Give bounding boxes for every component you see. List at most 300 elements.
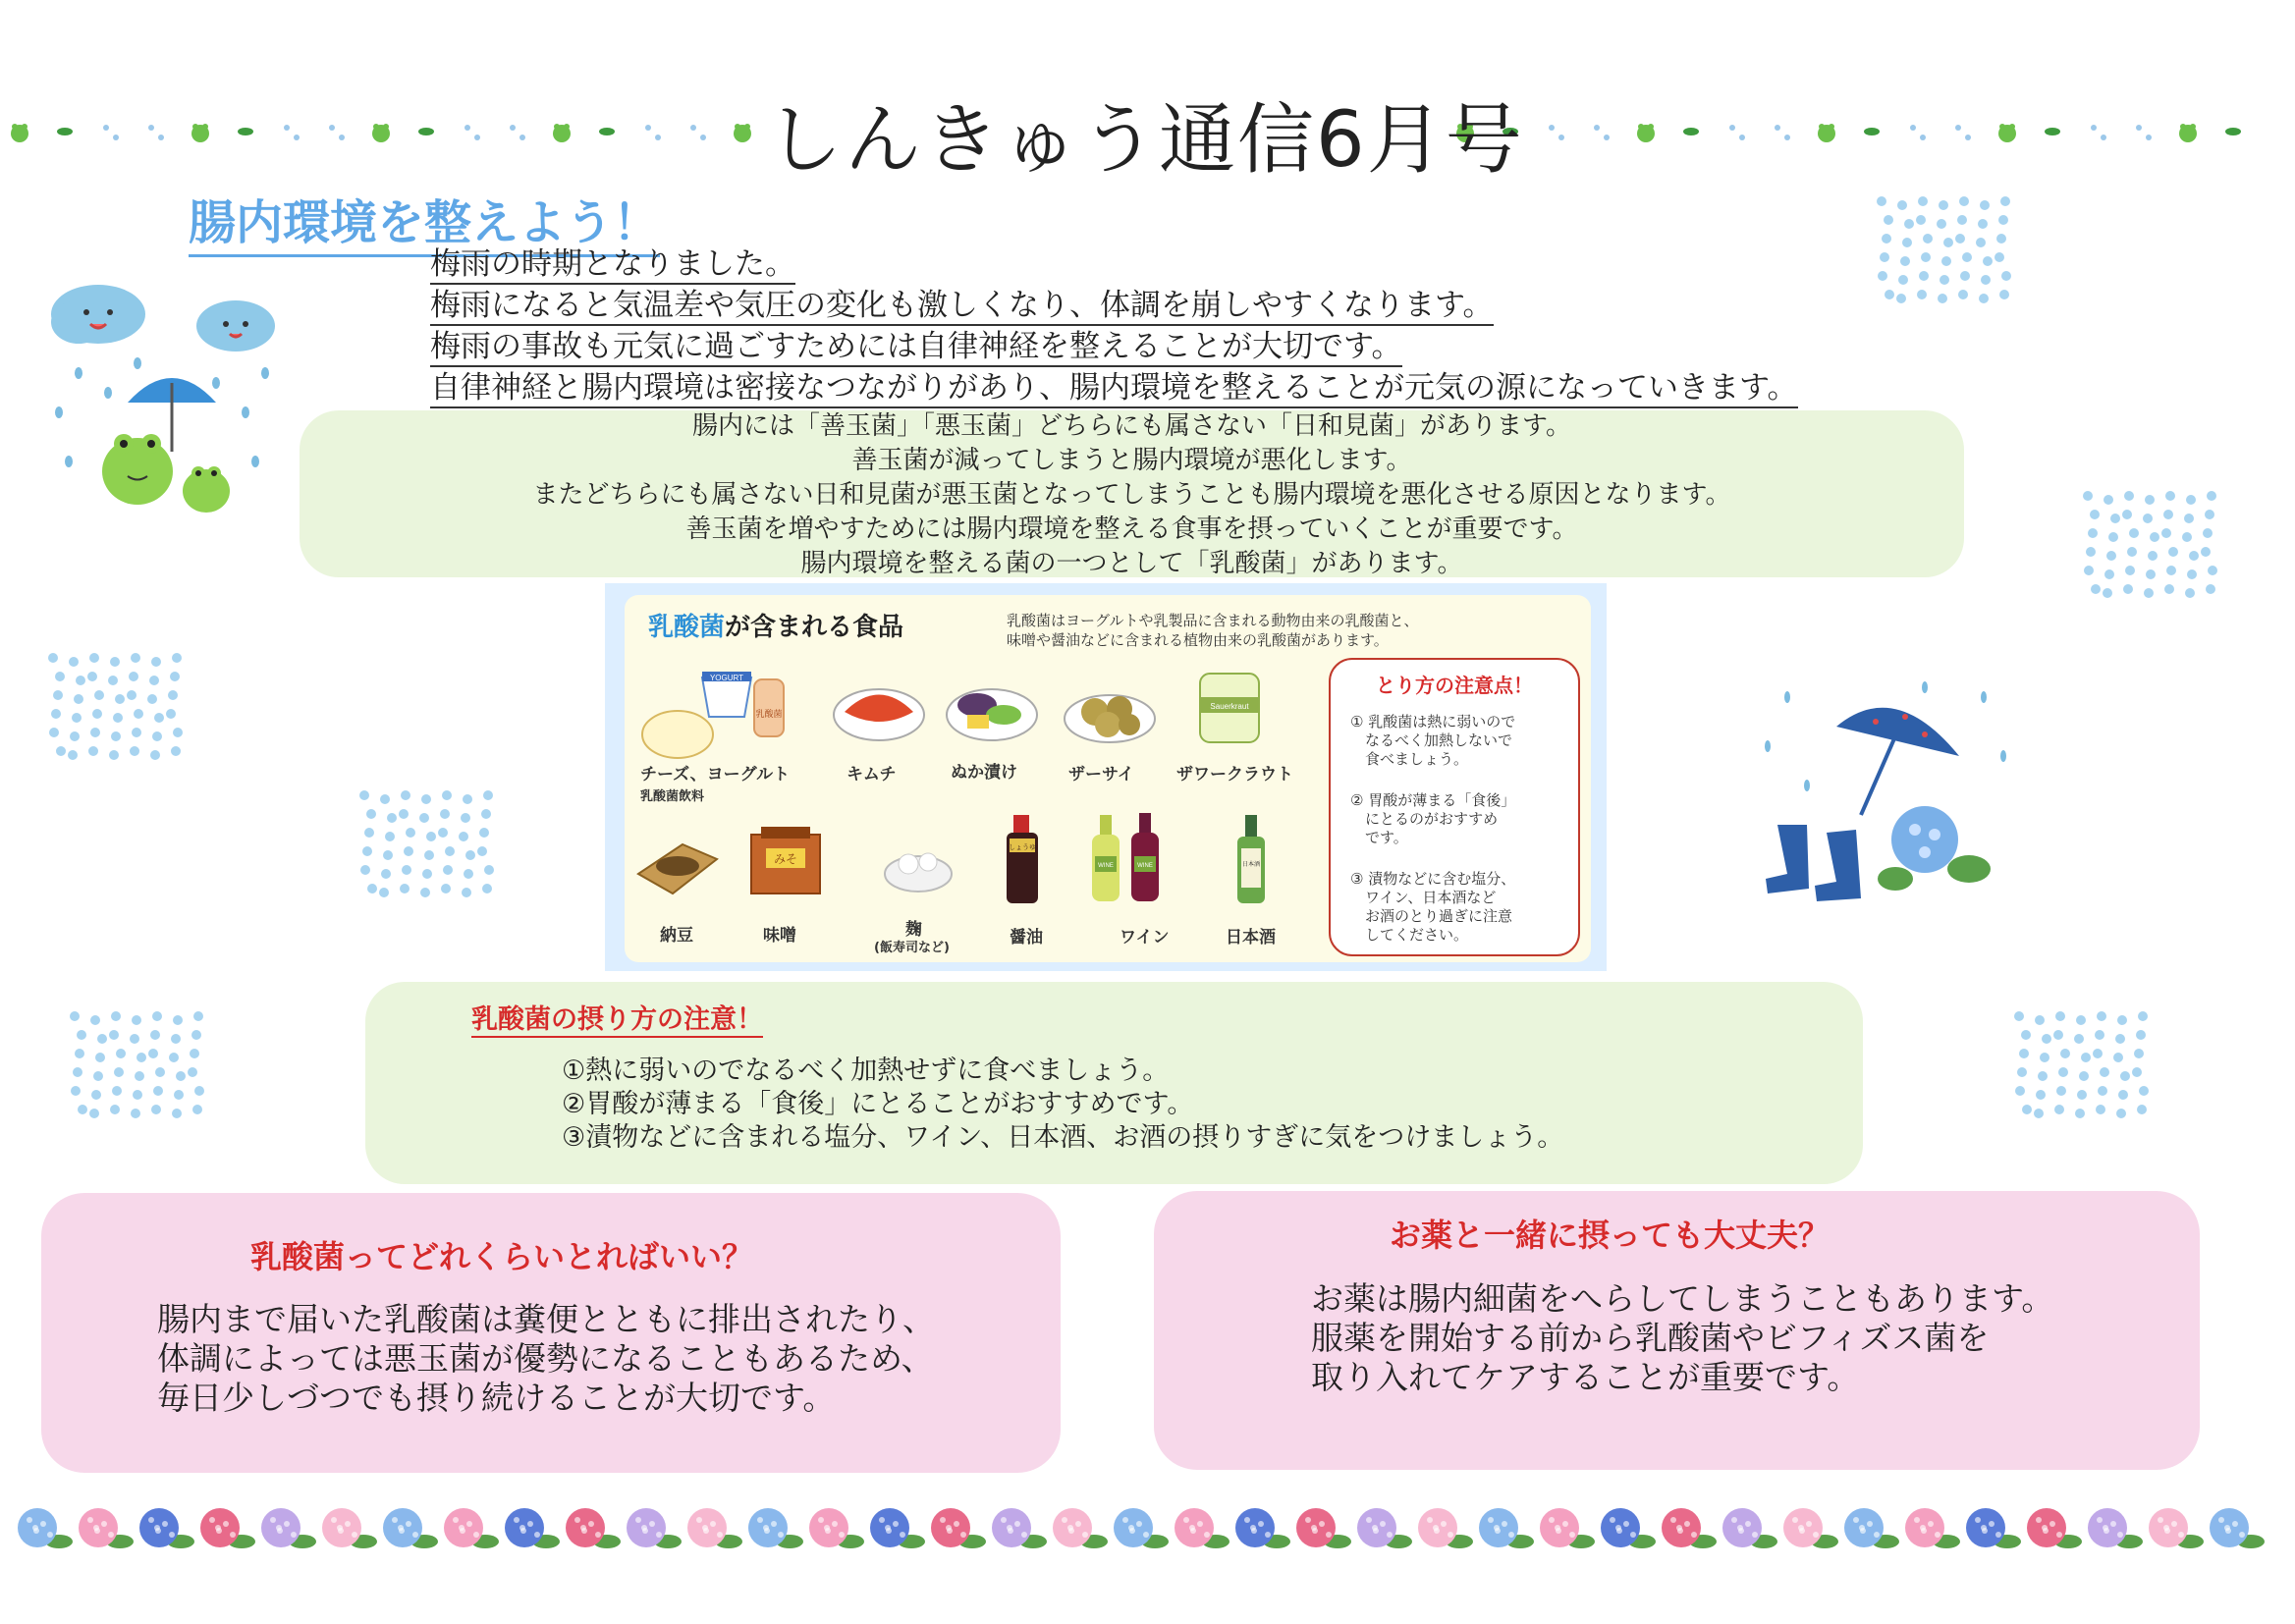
raindrop-icon xyxy=(192,1105,202,1114)
sauerkraut-icon xyxy=(1200,674,1259,742)
raindrop-icon xyxy=(2104,569,2114,579)
raindrop-icon xyxy=(1996,234,2006,244)
intro-line: 梅雨の事故も元気に過ごすためには自律神経を整えることが大切です。 xyxy=(430,321,1402,367)
raindrop-icon xyxy=(700,135,706,140)
raindrop-icon xyxy=(48,653,58,663)
raindrop-icon xyxy=(2017,1067,2027,1077)
raindrop-icon xyxy=(2015,1086,2025,1096)
raindrop-icon xyxy=(1955,234,1965,244)
raindrop-icon xyxy=(2019,1049,2029,1058)
hydrangea-icon xyxy=(1722,1508,1777,1548)
raindrop-icon xyxy=(90,728,100,737)
cloud-icon xyxy=(196,300,275,352)
caution-item: ② 胃酸が薄まる「食後」 にとるのがおすすめ です。 xyxy=(1350,791,1516,846)
natto-icon xyxy=(638,844,717,893)
raindrop-icon xyxy=(2139,1086,2149,1096)
raindrop-icon xyxy=(2120,1071,2130,1081)
zhacai-icon xyxy=(1065,695,1155,742)
hydrangea-icon xyxy=(748,1508,803,1548)
intro-line: 梅雨になると気温差や気圧の変化も激しくなり、体調を崩しやすくなります。 xyxy=(430,280,1494,326)
raindrop-icon xyxy=(1958,290,1968,299)
raindrop-icon xyxy=(419,813,429,823)
raindrop-icon xyxy=(1604,135,1610,140)
raindrop-icon xyxy=(193,1011,203,1021)
raindrop-icon xyxy=(2090,510,2100,519)
raindrop-icon xyxy=(1979,294,1989,303)
raindrop-icon xyxy=(1957,215,1967,225)
raindrop-icon xyxy=(2124,491,2134,501)
cloud-icon xyxy=(51,285,145,344)
raindrop-icon xyxy=(379,888,389,897)
raindrop-icon xyxy=(132,728,141,737)
foods-panel-desc: 味噌や醤油などに含まれる植物由来の乳酸菌があります。 xyxy=(1007,631,1389,649)
hydrangea-icon xyxy=(1783,1508,1838,1548)
hydrangea-icon xyxy=(2027,1508,2082,1548)
raindrop-icon xyxy=(1939,200,1948,210)
hydrangea-icon xyxy=(627,1508,682,1548)
raindrop-icon xyxy=(474,135,480,140)
raindrop-icon xyxy=(2100,1067,2109,1077)
raindrop-icon xyxy=(1918,196,1928,206)
raindrop-icon xyxy=(111,731,121,741)
raindrop-icon xyxy=(2095,1030,2104,1040)
raindrop-icon xyxy=(73,1067,82,1077)
raindrop-dots-decoration xyxy=(2013,1006,2160,1124)
raindrop-icon xyxy=(2077,1090,2087,1100)
raindrop-icon xyxy=(424,850,434,860)
raindrop-icon xyxy=(2150,532,2159,542)
raindrop-icon xyxy=(1594,125,1600,131)
sauerkraut-label: Sauerkraut xyxy=(1210,702,1249,711)
raindrop-icon xyxy=(359,790,369,800)
medicine-line: 服薬を開始する前から乳酸菌やビフィズス菌を xyxy=(1311,1319,1990,1357)
raindrop-icon xyxy=(484,865,494,875)
raindrop-icon xyxy=(1999,290,2009,299)
raindrop-icon xyxy=(2079,1071,2089,1081)
medicine-line: 取り入れてケアすることが重要です。 xyxy=(1311,1358,1860,1396)
raindrop-icon xyxy=(2042,1034,2051,1044)
medicine-line: お薬は腸内細菌をへらしてしまうこともあります。 xyxy=(1311,1279,2054,1318)
raindrop-icon xyxy=(2060,1049,2070,1058)
raindrop-icon xyxy=(2097,1011,2106,1021)
raindrop-icon xyxy=(2096,1105,2105,1114)
raindrop-icon xyxy=(462,888,471,897)
raindrop-icon xyxy=(1897,200,1907,210)
raindrop-icon xyxy=(2136,125,2142,131)
raindrop-icon xyxy=(420,888,430,897)
raindrop-icon xyxy=(152,1011,162,1021)
frog-icon xyxy=(191,124,209,142)
raindrop-icon xyxy=(168,690,178,700)
raindrop-icon xyxy=(108,676,118,685)
raindrop-icon xyxy=(1900,256,1910,266)
raindrop-icon xyxy=(2022,1105,2032,1114)
raindrop-icon xyxy=(2136,1030,2146,1040)
hydrangea-icon xyxy=(1235,1508,1290,1548)
raindrop-icon xyxy=(115,694,125,704)
intro-line: 自律神経と腸内環境は密接なつながりがあり、腸内環境を整えることが元気の源になっていきます。 xyxy=(430,362,1798,408)
raindrop-icon xyxy=(2118,1090,2128,1100)
raindrop-icon xyxy=(134,709,143,719)
raindrop-icon xyxy=(110,1105,120,1114)
raindrop-icon xyxy=(1983,256,1993,266)
raindrop-icon xyxy=(2098,1086,2107,1096)
raindrop-icon xyxy=(1739,135,1745,140)
intake-caution-line: ②胃酸が薄まる「食後」にとることがおすすめです。 xyxy=(562,1089,1194,1119)
raindrop-icon xyxy=(2168,547,2178,557)
raindrop-icon xyxy=(95,1053,105,1062)
raindrop-icon xyxy=(2184,514,2194,523)
raindrop-icon xyxy=(113,713,123,723)
wine-bottle-label: WINE xyxy=(1137,863,1153,869)
raindrop-icon xyxy=(2117,1015,2127,1025)
raindrop-icon xyxy=(1917,290,1927,299)
leaf-icon xyxy=(1864,128,1880,135)
food-label: ぬか漬け xyxy=(951,763,1017,783)
raindrop-icon xyxy=(402,865,411,875)
raindrop-icon xyxy=(459,832,468,841)
raindrop-icon xyxy=(2132,1067,2142,1077)
food-label: ワイン xyxy=(1120,928,1170,947)
raindrop-icon xyxy=(2208,566,2217,575)
raindrop-icon xyxy=(116,1049,126,1058)
boot-icon xyxy=(1766,825,1861,901)
raindrop-icon xyxy=(91,1090,101,1100)
hydrangea-icon xyxy=(1905,1508,1960,1548)
raindrop-icon xyxy=(1910,125,1916,131)
raindrop-icon xyxy=(2055,1011,2065,1021)
raindrop-icon xyxy=(171,746,181,756)
raindrop-icon xyxy=(1916,215,1926,225)
hydrangea-icon xyxy=(687,1508,742,1548)
raindrop-icon xyxy=(158,135,164,140)
foods-title-rest: が含まれる食品 xyxy=(725,613,904,642)
raindrop-icon xyxy=(2164,584,2174,594)
raindrop-icon xyxy=(2125,566,2135,575)
raindrop-icon xyxy=(1896,294,1906,303)
caution-title: とり方の注意点！ xyxy=(1376,674,1533,697)
raindrop-icon xyxy=(55,672,65,681)
raindrop-icon xyxy=(438,828,448,838)
raindrop-icon xyxy=(479,828,489,838)
raindrop-icon xyxy=(150,750,160,760)
raindrop-icon xyxy=(2034,1109,2044,1118)
raindrop-icon xyxy=(113,135,119,140)
raindrop-icon xyxy=(77,1030,86,1040)
raindrop-icon xyxy=(132,1015,141,1025)
foods-panel-title xyxy=(648,607,903,643)
raindrop-icon xyxy=(71,1086,81,1096)
food-label: チーズ、ヨーグルト xyxy=(640,765,791,785)
sake-bottle-label: 日本酒 xyxy=(1241,861,1261,868)
raindrop-icon xyxy=(1923,234,1933,244)
kimchi-icon xyxy=(834,689,924,740)
food-label: 味噌 xyxy=(763,926,796,946)
hydrangea-icon xyxy=(1296,1508,1351,1548)
raindrop-icon xyxy=(519,135,525,140)
raindrop-icon xyxy=(1998,215,2008,225)
raindrop-icon xyxy=(111,1011,121,1021)
food-label: ザワークラウト xyxy=(1176,765,1293,785)
raindrop-icon xyxy=(172,653,182,663)
raindrop-icon xyxy=(2021,1030,2031,1040)
raindrop-icon xyxy=(381,869,391,879)
raindrop-icon xyxy=(2081,1053,2091,1062)
raindrop-icon xyxy=(148,125,154,131)
hydrangea-icon xyxy=(139,1508,194,1548)
raindrop-icon xyxy=(1884,215,1893,225)
raindrop-icon xyxy=(2185,588,2195,598)
raindrop-icon xyxy=(367,884,377,893)
raindrop-icon xyxy=(56,746,66,756)
raindrop-icon xyxy=(2116,1109,2126,1118)
raindrop-icon xyxy=(2165,491,2175,501)
raindrop-icon xyxy=(97,1034,107,1044)
frog-icon xyxy=(553,124,571,142)
section-heading: 腸内環境を整えよう！ xyxy=(189,185,660,257)
raindrop-icon xyxy=(49,728,59,737)
raindrop-icon xyxy=(190,1049,199,1058)
raindrop-icon xyxy=(1921,252,1931,262)
hydrangea-icon xyxy=(1662,1508,1717,1548)
raindrop-icon xyxy=(2054,1105,2064,1114)
caution-item: ③ 漬物などに含む塩分、 ワイン、日本酒など お酒のとり過ぎに注意 してください。 xyxy=(1350,870,1516,944)
raindrop-icon xyxy=(465,850,475,860)
raindrop-icon xyxy=(70,1011,80,1021)
leaf-icon xyxy=(1683,128,1699,135)
frog-icon xyxy=(2179,124,2197,142)
raindrop-icon xyxy=(53,690,63,700)
raindrop-icon xyxy=(385,832,395,841)
raindrop-icon xyxy=(148,1049,158,1058)
raindrop-icon xyxy=(109,1030,119,1040)
raindrop-icon xyxy=(463,794,472,804)
raindrop-icon xyxy=(2036,1090,2046,1100)
raindrop-icon xyxy=(2143,514,2153,523)
raindrop-icon xyxy=(329,125,335,131)
food-label: ザーサイ xyxy=(1068,765,1134,785)
raindrop-icon xyxy=(2053,1030,2063,1040)
raindrop-icon xyxy=(69,657,79,667)
raindrop-icon xyxy=(151,1105,161,1114)
raindrop-icon xyxy=(422,869,432,879)
raindrop-icon xyxy=(155,1067,165,1077)
raindrop-icon xyxy=(401,790,410,800)
raindrop-icon xyxy=(383,850,393,860)
raindrop-icon xyxy=(89,653,99,663)
raindrop-icon xyxy=(109,750,119,760)
food-label: 醤油 xyxy=(1010,928,1043,947)
raindrop-icon xyxy=(176,1071,186,1081)
raindrop-icon xyxy=(2145,495,2155,505)
rain-frogs-illustration xyxy=(39,275,275,530)
foods-row2-illustration xyxy=(628,805,1296,923)
raindrop-icon xyxy=(2058,1067,2068,1077)
intake-caution-line: ①熱に弱いのでなるべく加熱せずに食べましょう。 xyxy=(562,1056,1170,1086)
nukazuke-icon xyxy=(947,689,1037,740)
raindrop-icon xyxy=(1549,125,1555,131)
foods-row1-illustration xyxy=(638,658,1326,766)
raindrop-icon xyxy=(78,1105,87,1114)
caution-item: ① 乳酸菌は熱に弱いので なるべく加熱しないで 食べましょう。 xyxy=(1350,713,1516,768)
raindrop-icon xyxy=(1943,238,1953,247)
raindrop-icon xyxy=(2104,495,2113,505)
raindrop-icon xyxy=(2205,510,2214,519)
raindrop-icon xyxy=(366,809,376,819)
raindrop-icon xyxy=(2091,584,2101,594)
raindrop-icon xyxy=(1941,256,1951,266)
raindrop-icon xyxy=(1980,200,1990,210)
frog-icon xyxy=(11,124,28,142)
raindrop-icon xyxy=(72,713,82,723)
raindrop-icon xyxy=(2122,510,2132,519)
raindrop-icon xyxy=(1558,135,1564,140)
amount-title: 乳酸菌ってどれくらいとればいい？ xyxy=(250,1238,754,1275)
raindrop-icon xyxy=(188,1067,197,1077)
hydrangea-icon xyxy=(1418,1508,1473,1548)
raindrop-icon xyxy=(1878,271,1887,281)
frog-icon xyxy=(102,434,173,505)
raindrop-dots-decoration xyxy=(1876,191,2023,309)
raindrop-icon xyxy=(2086,547,2096,557)
wine-icon xyxy=(1092,813,1159,901)
raindrop-icon xyxy=(442,790,452,800)
raindrop-icon xyxy=(655,135,661,140)
raindrop-icon xyxy=(2144,588,2154,598)
leaf-icon xyxy=(418,128,434,135)
raindrop-icon xyxy=(2187,569,2197,579)
raindrop-icon xyxy=(90,1015,100,1025)
rain-boots-illustration xyxy=(1748,668,2023,923)
raindrop-icon xyxy=(2146,135,2152,140)
raindrop-icon xyxy=(2074,1034,2084,1044)
raindrop-icon xyxy=(1880,252,1889,262)
raindrop-icon xyxy=(2137,1105,2147,1114)
hydrangea-icon xyxy=(931,1508,986,1548)
raindrop-icon xyxy=(2038,1071,2048,1081)
bacteria-line: 腸内環境を整える菌の一つとして「乳酸菌」があります。 xyxy=(800,549,1463,578)
leaf-icon xyxy=(2045,128,2060,135)
raindrop-icon xyxy=(1877,196,1886,206)
raindrop-icon xyxy=(464,125,470,131)
raindrop-icon xyxy=(1937,219,1946,229)
raindrop-icon xyxy=(2163,510,2173,519)
hydrangea-icon xyxy=(1357,1508,1412,1548)
raindrop-icon xyxy=(2115,1034,2125,1044)
raindrop-icon xyxy=(93,1071,103,1081)
page-title: しんきゅう通信6月号 xyxy=(766,96,1524,185)
raindrop-icon xyxy=(92,709,102,719)
hydrangea-icon xyxy=(2088,1508,2143,1548)
raindrop-icon xyxy=(153,1086,163,1096)
raindrop-icon xyxy=(173,1015,183,1025)
raindrop-icon xyxy=(2014,1011,2024,1021)
bacteria-line: 腸内には「善玉菌」「悪玉菌」どちらにも属さない「日和見菌」があります。 xyxy=(692,411,1571,441)
raindrop-icon xyxy=(380,794,390,804)
raindrop-icon xyxy=(2189,551,2199,561)
raindrop-icon xyxy=(1902,238,1912,247)
hydrangea-icon xyxy=(322,1508,377,1548)
amount-line: 体調によっては悪玉菌が優勢になることもあるため、 xyxy=(157,1339,934,1378)
hydrangea-icon xyxy=(992,1508,1047,1548)
leaf-icon xyxy=(2225,128,2241,135)
raindrop-icon xyxy=(135,1071,144,1081)
raindrop-icon xyxy=(2186,495,2196,505)
hydrangea-icon xyxy=(18,1508,73,1548)
raindrop-icon xyxy=(2138,1011,2148,1021)
intake-caution-title: 乳酸菌の摂り方の注意！ xyxy=(471,998,763,1038)
raindrop-icon xyxy=(387,813,397,823)
hydrangea-icon xyxy=(1114,1508,1169,1548)
raindrop-icon xyxy=(483,790,493,800)
raindrop-icon xyxy=(110,657,120,667)
raindrop-icon xyxy=(171,1034,181,1044)
raindrop-icon xyxy=(1978,219,1988,229)
raindrop-icon xyxy=(294,135,300,140)
raindrop-icon xyxy=(2035,1015,2045,1025)
raindrop-icon xyxy=(426,832,436,841)
yogurt-label: YOGURT xyxy=(709,674,744,682)
raindrop-icon xyxy=(154,713,164,723)
raindrop-icon xyxy=(400,884,410,893)
frog-icon xyxy=(1818,124,1835,142)
raindrop-icon xyxy=(443,865,453,875)
raindrop-icon xyxy=(477,846,487,856)
raindrop-icon xyxy=(131,1109,140,1118)
hydrangea-icon xyxy=(1479,1508,1534,1548)
raindrop-icon xyxy=(1920,135,1926,140)
raindrop-icon xyxy=(1955,125,1961,131)
raindrop-icon xyxy=(364,828,374,838)
bacteria-line: またどちらにも属さない日和見菌が悪玉菌となってしまうことも腸内環境を悪化させる原因となります。 xyxy=(532,480,1731,510)
raindrop-icon xyxy=(2040,1053,2049,1062)
raindrop-icon xyxy=(1938,294,1947,303)
food-label: キムチ xyxy=(847,765,897,785)
raindrop-icon xyxy=(170,672,180,681)
amount-line: 腸内まで届いた乳酸菌は糞便とともに排出されたり、 xyxy=(157,1300,935,1338)
medicine-title: お薬と一緒に摂っても大丈夫？ xyxy=(1390,1217,1831,1254)
lactic-drink-label: 乳酸菌 xyxy=(755,710,783,720)
hydrangea-icon xyxy=(1878,806,1991,891)
raindrop-icon xyxy=(2076,1015,2086,1025)
raindrop-icon xyxy=(2182,532,2192,542)
raindrop-icon xyxy=(404,846,413,856)
raindrop-icon xyxy=(440,809,450,819)
raindrop-icon xyxy=(1940,275,1949,285)
raindrop-icon xyxy=(191,1030,201,1040)
raindrop-icon xyxy=(2127,547,2137,557)
food-sublabel: (飯寿司など) xyxy=(874,941,950,955)
intake-caution-line: ③漬物などに含まれる塩分、ワイン、日本酒、お酒の摂りすぎに気をつけましょう。 xyxy=(562,1122,1564,1153)
raindrop-icon xyxy=(2207,491,2216,501)
raindrop-icon xyxy=(1898,275,1908,285)
frog-icon xyxy=(734,124,751,142)
raindrop-icon xyxy=(2103,588,2112,598)
food-sublabel: 乳酸菌飲料 xyxy=(640,789,705,804)
raindrop-icon xyxy=(174,1090,184,1100)
hydrangea-icon xyxy=(566,1508,621,1548)
hydrangea-icon xyxy=(1601,1508,1656,1548)
raindrop-icon xyxy=(482,884,492,893)
raindrop-icon xyxy=(88,746,98,756)
frog-icon xyxy=(1637,124,1655,142)
raindrop-icon xyxy=(173,728,183,737)
hydrangea-icon xyxy=(1844,1508,1899,1548)
raindrop-icon xyxy=(130,746,139,756)
raindrop-icon xyxy=(2101,135,2106,140)
raindrop-icon xyxy=(339,135,345,140)
raindrop-icon xyxy=(645,125,651,131)
